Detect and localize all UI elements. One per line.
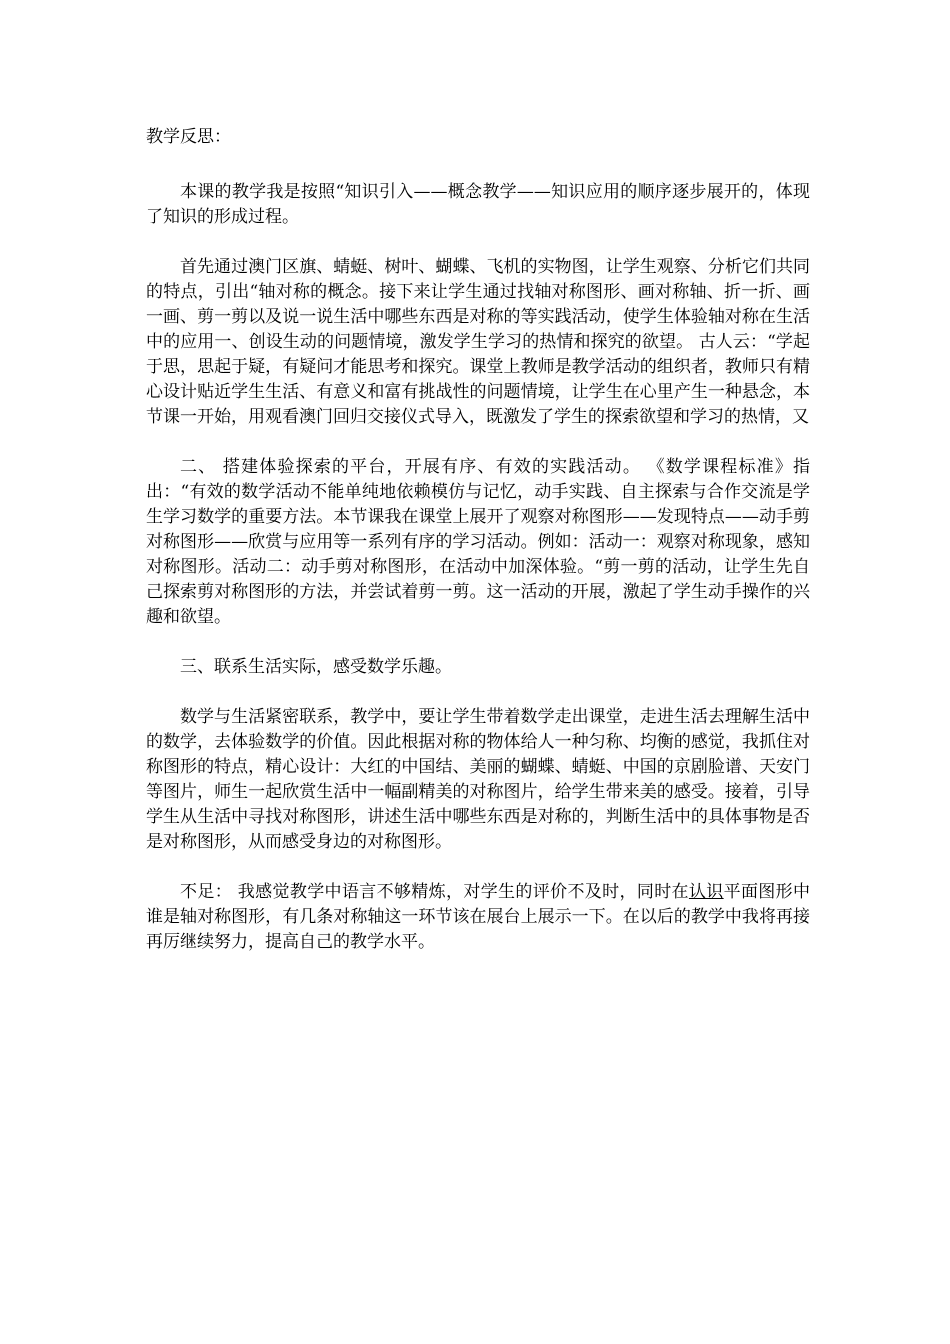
document-page bbox=[146, 125, 810, 980]
paragraph-three-body: 数学与生活紧密联系，教学中，要让学生带着数学走出课堂，走进生活去理解生活中的数学，去体验数学的价值。因此根据对称的物体给人一种匀称、均衡的感觉，我抓住对称图形的特点，精心设计：大红的中国结、美丽的蝴蝶、蜻蜓、中国的京剧脸谱、天安门等图片，师生一起欣赏生活中一幅副精美的对称图片，给学生带来美的感受。接着，引导学生从生活中寻找对称图形，讲述生活中哪些东西是对称的，判断生活中的具体事物是否是对称图形，从而感受身边的对称图形。 bbox=[146, 707, 810, 852]
recognize-link[interactable]: 认识 bbox=[688, 882, 724, 902]
shortcomings-text-end: 平面图形中谁是轴对称图形，有几条对称轴这一环节该在展台上展示一下。在以后的教学中我将再接再厉继续努力，提高自己的教学水平。 bbox=[146, 882, 811, 952]
paragraph-three-heading: 三、联系生活实际，感受数学乐趣。 bbox=[180, 657, 452, 677]
paragraph-one: 首先通过澳门区旗、蜻蜓、树叶、蝴蝶、飞机的实物图，让学生观察、分析它们共同的特点，引出“轴对称的概念。接下来让学生通过找轴对称图形、画对称轴、折一折、画一画、剪一剪以及说一说生活中哪些东西是对称的等实践活动，使学生体验轴对称在生活中的应用一、创设生动的问题情境，激发学生学习的热情和探究的欲望。 古人云：“学起于思，思起于疑，有疑问才能思考和探究。课堂上教师是教学活动的组织者，教师只有精心设计贴近学生生活、有意义和富有挑战性的问题情境，让学生在心里产生一种悬念，本节课一开始，用观看澳门回归交接仪式导入，既激发了学生的探索欲望和学习的热情，又 bbox=[146, 257, 810, 427]
paragraph-shortcomings bbox=[146, 880, 810, 955]
shortcomings-text-start: 不足： 我感觉教学中语言不够精炼，对学生的评价不及时，同时在 bbox=[180, 882, 689, 902]
page-heading: 教学反思： bbox=[146, 127, 231, 147]
paragraph-intro: 本课的教学我是按照“知识引入——概念教学——知识应用的顺序逐步展开的，体现了知识的形成过程。 bbox=[146, 182, 810, 227]
paragraph-two: 二、 搭建体验探索的平台，开展有序、有效的实践活动。 《数学课程标准》指出：“有效的数学活动不能单纯地依赖模仿与记忆，动手实践、自主探索与合作交流是学生学习数学的重要方法。本节课我在课堂上展开了观察对称图形——发现特点——动手剪对称图形——欣赏与应用等一系列有序的学习活动。例如：活动一：观察对称现象，感知对称图形。活动二：动手剪对称图形，在活动中加深体验。“剪一剪的活动，让学生先自己探索剪对称图形的方法，并尝试着剪一剪。这一活动的开展，激起了学生动手操作的兴趣和欲望。 bbox=[146, 457, 810, 627]
